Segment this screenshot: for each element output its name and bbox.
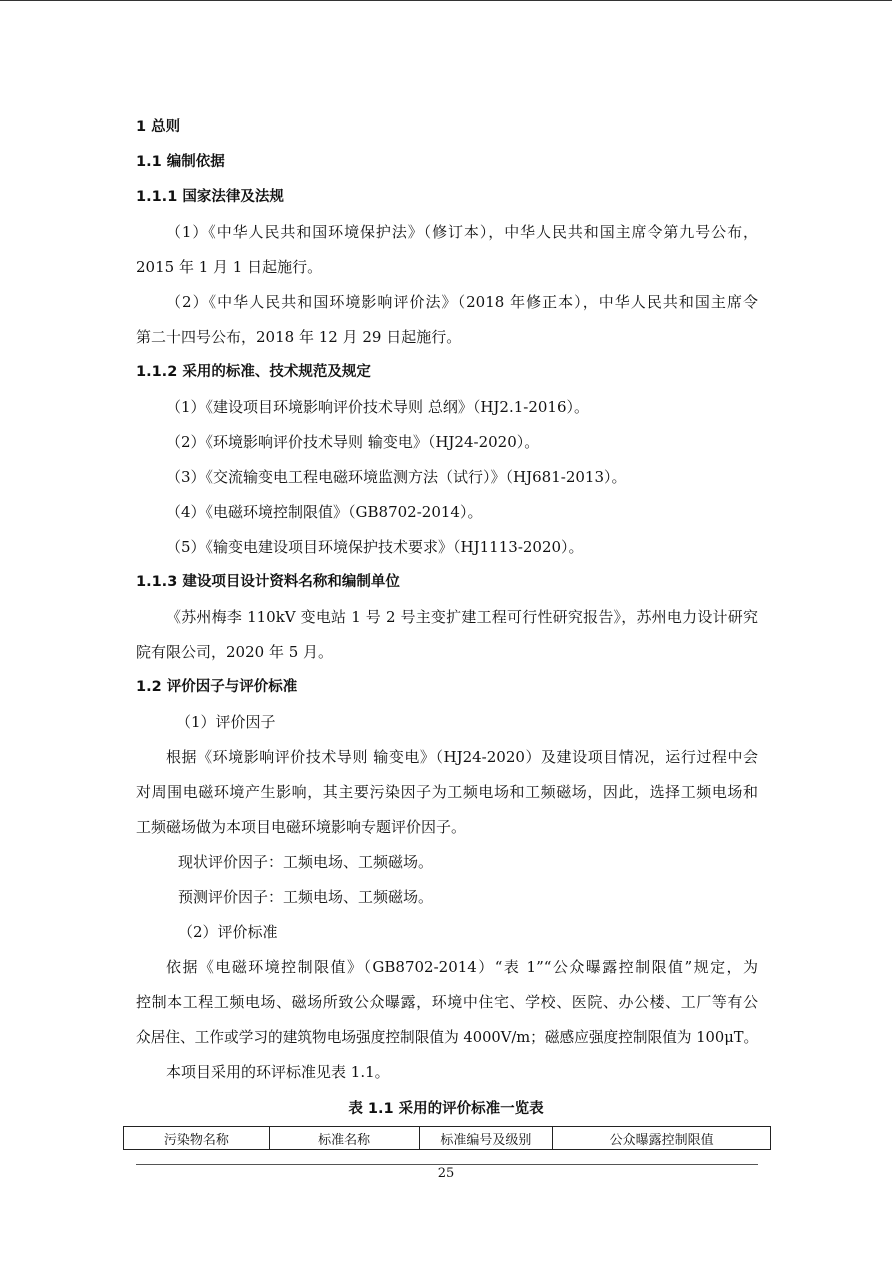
standard-item-3: （3）《交流输变电工程电磁环境监测方法（试行）》（HJ681-2013）。 (166, 468, 627, 486)
heading-1-1-2: 1.1.2 采用的标准、技术规范及规定 (136, 364, 371, 380)
factor-para-line-3: 工频磁场做为本项目电磁环境影响专题评价因子。 (136, 818, 467, 836)
col-header-standard-name: 标准名称 (269, 1127, 419, 1150)
factor-para-line-2: 对周围电磁环境产生影响，其主要污染因子为工频电场和工频磁场，因此，选择工频电场和 (136, 783, 758, 801)
footer-rule (136, 1164, 758, 1165)
design-doc-line-1: 《苏州梅李 110kV 变电站 1 号 2 号主变扩建工程可行性研究报告》，苏州电力设计研究 (166, 608, 758, 626)
predicted-factors: 预测评价因子：工频电场、工频磁场。 (178, 888, 434, 906)
heading-1-2: 1.2 评价因子与评价标准 (136, 679, 298, 695)
heading-1-1-3: 1.1.3 建设项目设计资料名称和编制单位 (136, 574, 400, 590)
factor-subtitle: （1）评价因子 (176, 713, 276, 731)
law-1-line-1: （1）《中华人民共和国环境保护法》（修订本），中华人民共和国主席令第九号公布， (166, 223, 758, 241)
col-header-standard-code: 标准编号及级别 (419, 1127, 553, 1150)
current-factors: 现状评价因子：工频电场、工频磁场。 (178, 853, 434, 871)
heading-1: 1 总则 (136, 119, 181, 135)
standard-para-line-4: 本项目采用的环评标准见表 1.1。 (166, 1063, 390, 1081)
standard-item-1: （1）《建设项目环境影响评价技术导则 总纲》（HJ2.1-2016）。 (166, 398, 590, 416)
standard-para-line-3: 众居住、工作或学习的建筑物电场强度控制限值为 4000V/m；磁感应强度控制限值为 100μT。 (136, 1028, 759, 1046)
top-border-line (0, 0, 892, 1)
heading-1-1-1: 1.1.1 国家法律及法规 (136, 189, 284, 205)
standard-para-line-2: 控制本工程工频电场、磁场所致公众曝露，环境中住宅、学校、医院、办公楼、工厂等有公 (136, 993, 758, 1011)
law-2-line-2: 第二十四号公布，2018 年 12 月 29 日起施行。 (136, 328, 462, 346)
law-2-line-1: （2）《中华人民共和国环境影响评价法》（2018 年修正本），中华人民共和国主席令 (166, 293, 758, 311)
page-number: 25 (437, 1166, 455, 1181)
standard-item-4: （4）《电磁环境控制限值》（GB8702-2014）。 (166, 503, 483, 521)
standard-para-line-1: 依据《电磁环境控制限值》（GB8702-2014）“表 1”“公众曝露控制限值”规定，为 (166, 958, 758, 976)
law-1-line-2: 2015 年 1 月 1 日起施行。 (136, 258, 323, 276)
standard-subtitle: （2）评价标准 (178, 923, 278, 941)
table-header-row (124, 1127, 771, 1150)
factor-para-line-1: 根据《环境影响评价技术导则 输变电》（HJ24-2020）及建设项目情况，运行过程中会 (166, 748, 758, 766)
col-header-pollutant: 污染物名称 (124, 1127, 270, 1150)
standards-table (123, 1126, 771, 1150)
col-header-exposure-limit: 公众曝露控制限值 (553, 1127, 771, 1150)
heading-1-1: 1.1 编制依据 (136, 154, 225, 170)
standard-item-5: （5）《输变电建设项目环境保护技术要求》（HJ1113-2020）。 (166, 538, 584, 556)
table-caption: 表 1.1 采用的评价标准一览表 (348, 1101, 544, 1117)
standard-item-2: （2）《环境影响评价技术导则 输变电》（HJ24-2020）。 (166, 433, 540, 451)
design-doc-line-2: 院有限公司，2020 年 5 月。 (136, 643, 334, 661)
